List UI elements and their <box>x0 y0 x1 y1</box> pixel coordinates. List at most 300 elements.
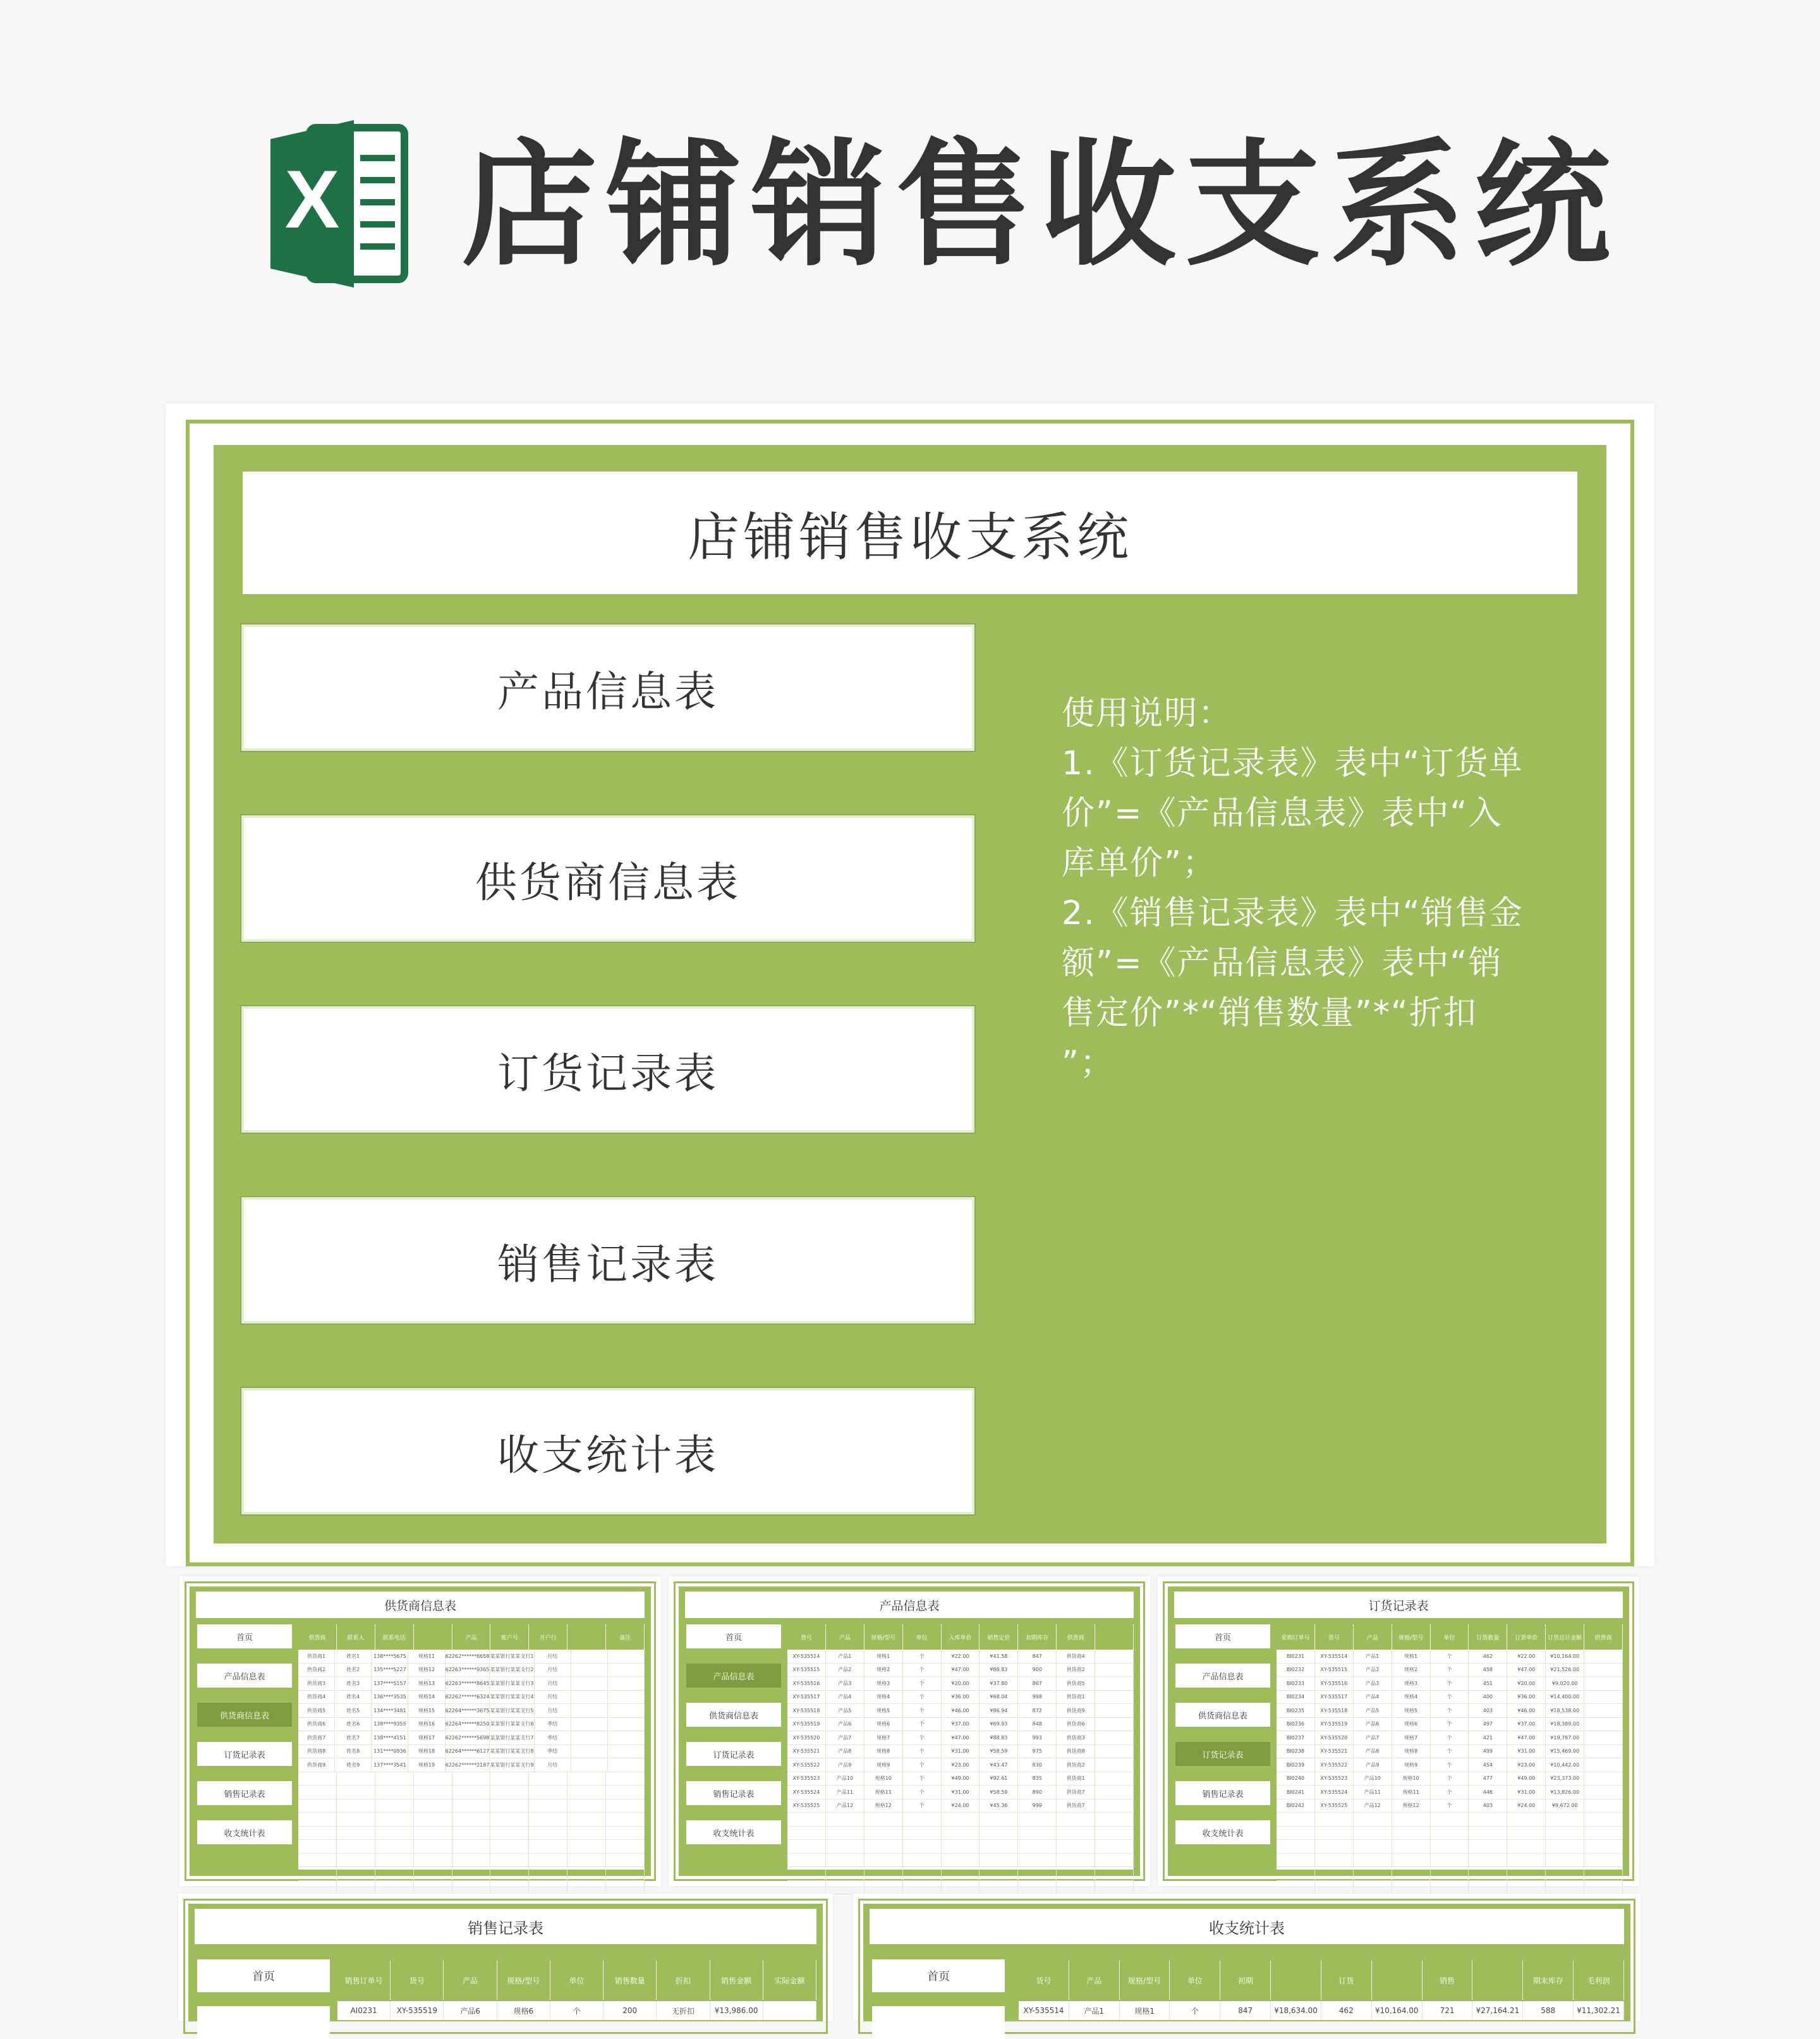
table-cell: ¥11,302.21 <box>1574 2001 1624 2020</box>
table-cell: ¥31.00 <box>942 1745 980 1758</box>
table-cell: 134****3481 <box>372 1704 408 1717</box>
table-cell: 规格12 <box>408 1664 445 1677</box>
table-cell: 产品9 <box>826 1758 864 1772</box>
table-cell <box>608 1718 645 1731</box>
table-cell: 规格6 <box>497 2001 550 2020</box>
table-cell: ¥23,373.00 <box>1546 1772 1584 1786</box>
header-cell: 期末库存 <box>1523 1961 1574 2000</box>
header-cell: 规格/型号 <box>864 1624 903 1650</box>
table-cell: ¥9,020.00 <box>1546 1677 1584 1690</box>
table-cell: 供货商7 <box>1057 1799 1095 1813</box>
table-cell <box>980 1813 1018 1826</box>
table-cell <box>903 1840 942 1853</box>
table-cell: XY-535517 <box>1315 1691 1354 1704</box>
table-cell <box>864 1840 903 1853</box>
table-cell: 规格7 <box>1392 1731 1431 1744</box>
table-cell <box>414 1867 452 1880</box>
table-row <box>787 1799 1134 1813</box>
table-cell: 产品3 <box>826 1677 864 1690</box>
table-cell <box>1095 1854 1134 1867</box>
thumb-title: 订货记录表 <box>1174 1592 1623 1618</box>
table-cell: 姓名6 <box>335 1718 372 1731</box>
table-cell: 产品8 <box>826 1745 864 1758</box>
thumbnail-supplier-sheet <box>179 1576 661 1886</box>
table-cell <box>826 1881 864 1894</box>
table-row <box>787 1772 1134 1786</box>
table-cell: 姓名9 <box>335 1758 372 1772</box>
nav-product-info-button[interactable]: 产品信息表 <box>241 624 974 751</box>
thumb-nav-item-active[interactable]: 产品信息表 <box>686 1664 781 1688</box>
table-cell: 供货商9 <box>1057 1704 1095 1717</box>
table-cell: 供货商6 <box>1057 1718 1095 1731</box>
table-cell <box>1431 1881 1469 1894</box>
table-cell <box>1431 1867 1469 1880</box>
table-cell <box>529 1854 567 1867</box>
table-cell: 975 <box>1018 1745 1057 1758</box>
table-cell <box>1546 1867 1584 1880</box>
thumb-nav-item[interactable]: 收支统计表 <box>197 1820 292 1844</box>
table-cell <box>1546 1840 1584 1853</box>
thumb-nav-item[interactable]: 销售记录表 <box>686 1781 781 1805</box>
header-cell: 订货数量 <box>1469 1624 1507 1650</box>
table-cell: 个 <box>1431 1786 1469 1799</box>
table-cell: XY-535518 <box>1315 1704 1354 1717</box>
table-cell <box>1018 1881 1057 1894</box>
table-cell: 产品4 <box>826 1691 864 1704</box>
thumb-nav-item[interactable]: 订货记录表 <box>197 1742 292 1766</box>
header-cell: 备注 <box>606 1624 645 1650</box>
table-row <box>298 1758 645 1772</box>
table-cell: 62263******9365 <box>446 1664 490 1677</box>
table-cell <box>375 1786 414 1799</box>
table-cell <box>1018 1813 1057 1826</box>
thumbnail-stats-sheet <box>853 1894 1641 2021</box>
table-cell: 个 <box>1431 1758 1469 1772</box>
table-cell: 个 <box>903 1704 942 1717</box>
instruction-line: 售定价”*“销售数量”*“折扣 <box>1062 994 1477 1032</box>
table-cell <box>1469 1867 1507 1880</box>
header-cell: 联系电话 <box>375 1624 414 1650</box>
thumb-nav-item[interactable]: 销售记录表 <box>1175 1781 1270 1805</box>
table-cell: 个 <box>1431 1799 1469 1813</box>
table-cell: 规格6 <box>864 1718 903 1731</box>
table-cell <box>606 1813 645 1826</box>
table-cell: 个 <box>1431 1677 1469 1690</box>
table-row <box>1277 1854 1623 1868</box>
table-cell: 产品4 <box>1354 1691 1392 1704</box>
table-cell: XY-535516 <box>1315 1677 1354 1690</box>
table-cell: 200 <box>604 2001 657 2020</box>
table-cell <box>1315 1854 1354 1867</box>
instruction-line: 1.《订货记录表》表中“订货单 <box>1062 745 1524 782</box>
table-row <box>1277 1691 1623 1705</box>
table-cell <box>1018 1867 1057 1880</box>
table-cell <box>1095 1718 1134 1731</box>
table-row <box>298 1677 645 1691</box>
table-cell <box>414 1813 452 1826</box>
thumb-nav-item[interactable]: 首页 <box>872 1959 1005 1992</box>
thumb-nav-item[interactable]: 订货记录表 <box>686 1742 781 1766</box>
table-cell: 姓名8 <box>335 1745 372 1758</box>
thumb-nav-item[interactable]: 产品信息表 <box>197 1664 292 1688</box>
table-cell: 规格14 <box>408 1691 445 1704</box>
table-cell <box>942 1881 980 1894</box>
thumb-nav-item[interactable]: 供货商信息表 <box>686 1703 781 1727</box>
table-cell: ¥24.00 <box>942 1799 980 1813</box>
header-cell: 联系人 <box>337 1624 375 1650</box>
table-cell: 890 <box>1018 1786 1057 1799</box>
table-cell <box>1507 1854 1546 1867</box>
nav-supplier-info-button[interactable]: 供货商信息表 <box>241 815 974 942</box>
table-cell <box>490 1772 529 1786</box>
table-cell <box>1584 1704 1623 1717</box>
table-cell: 姓名2 <box>335 1664 372 1677</box>
table-cell: 400 <box>1469 1691 1507 1704</box>
table-cell <box>298 1799 337 1813</box>
table-cell <box>1507 1827 1546 1840</box>
table-cell <box>567 1881 606 1894</box>
table-cell <box>1095 1772 1134 1786</box>
thumb-nav-item[interactable] <box>872 2006 1005 2039</box>
table-cell <box>1584 1731 1623 1744</box>
table-cell: XY-535515 <box>787 1664 826 1677</box>
table-cell <box>1095 1650 1134 1663</box>
table-cell: 个 <box>1431 1664 1469 1677</box>
table-cell: 某某银行某某支行8 <box>490 1745 534 1758</box>
table-cell: XY-535519 <box>787 1718 826 1731</box>
table-cell <box>337 1827 375 1840</box>
table-cell: 规格18 <box>408 1745 445 1758</box>
table-cell <box>414 1854 452 1867</box>
table-cell <box>942 1827 980 1840</box>
table-cell <box>414 1840 452 1853</box>
table-cell: 规格4 <box>864 1691 903 1704</box>
table-cell <box>529 1813 567 1826</box>
table-cell <box>1277 1813 1315 1826</box>
table-cell <box>490 1799 529 1813</box>
table-cell: 421 <box>1469 1731 1507 1744</box>
table-cell <box>571 1650 608 1663</box>
table-cell <box>452 1854 491 1867</box>
table-cell: BI0238 <box>1277 1745 1315 1758</box>
table-cell <box>1469 1840 1507 1853</box>
thumb-nav-item[interactable]: 首页 <box>197 1624 292 1648</box>
table-cell <box>1584 1718 1623 1731</box>
table-cell: 产品11 <box>1354 1786 1392 1799</box>
thumb-nav-item[interactable]: 首页 <box>686 1624 781 1648</box>
table-cell <box>608 1745 645 1758</box>
header-cell: 产品 <box>826 1624 864 1650</box>
table-cell: 某某银行某某支行2 <box>490 1664 534 1677</box>
table-cell: 个 <box>1431 1745 1469 1758</box>
table-cell <box>337 1854 375 1867</box>
table-cell <box>826 1813 864 1826</box>
table-cell <box>903 1867 942 1880</box>
table-cell: 规格9 <box>864 1758 903 1772</box>
thumb-nav-item[interactable]: 收支统计表 <box>686 1820 781 1844</box>
table-cell <box>1584 1813 1623 1826</box>
table-cell: ¥46.00 <box>1507 1704 1546 1717</box>
table-cell: ¥31.00 <box>1507 1786 1546 1799</box>
table-cell: ¥88.83 <box>980 1731 1018 1744</box>
table-cell <box>1469 1813 1507 1826</box>
nav-sales-record-button[interactable]: 销售记录表 <box>241 1197 974 1324</box>
table-cell: ¥20.00 <box>1507 1677 1546 1690</box>
table-cell: 供货商1 <box>1057 1772 1095 1786</box>
table-cell <box>567 1854 606 1867</box>
table-cell: 姓名4 <box>335 1691 372 1704</box>
table-cell: ¥46.00 <box>942 1704 980 1717</box>
table-cell <box>1431 1854 1469 1867</box>
table-cell: 姓名1 <box>335 1650 372 1663</box>
table-cell <box>826 1840 864 1853</box>
table-cell: 451 <box>1469 1677 1507 1690</box>
header-cell: 实际金额 <box>763 1961 816 2000</box>
header-cell: 货号 <box>391 1961 444 2000</box>
table-cell <box>1546 1854 1584 1867</box>
table-cell <box>529 1867 567 1880</box>
table-cell: ¥41.58 <box>980 1650 1018 1663</box>
nav-income-stats-button[interactable]: 收支统计表 <box>241 1388 974 1514</box>
table-cell <box>1095 1677 1134 1690</box>
instruction-line: 使用说明： <box>1062 695 1233 733</box>
table-cell: 138****5675 <box>372 1650 408 1663</box>
table-cell: 月结 <box>535 1691 571 1704</box>
table-cell: 个 <box>1431 1718 1469 1731</box>
table-cell <box>452 1881 491 1894</box>
table-cell: XY-535524 <box>787 1786 826 1799</box>
instruction-line: 价”=《产品信息表》表中“入 <box>1062 794 1503 832</box>
table-cell: 产品2 <box>826 1664 864 1677</box>
table-cell: 规格1 <box>1120 2001 1170 2020</box>
table-cell <box>1277 1827 1315 1840</box>
header-cell: 销售订单号 <box>337 1961 391 2000</box>
table-row <box>787 1704 1134 1718</box>
table-row <box>298 1786 645 1799</box>
thumb-table-row <box>1019 2001 1624 2020</box>
thumb-nav-item[interactable] <box>197 2006 330 2039</box>
table-cell <box>608 1691 645 1704</box>
table-cell: 供货商3 <box>298 1677 335 1690</box>
table-cell <box>1584 1854 1623 1867</box>
table-cell: 62262******6324 <box>446 1691 490 1704</box>
table-cell <box>864 1854 903 1867</box>
table-cell <box>567 1799 606 1813</box>
table-cell: BI0236 <box>1277 1718 1315 1731</box>
table-cell: 规格8 <box>864 1745 903 1758</box>
header-cell: 销售金额 <box>710 1961 763 2000</box>
table-cell: 721 <box>1423 2001 1473 2020</box>
table-cell: BI0233 <box>1277 1677 1315 1690</box>
table-cell <box>571 1758 608 1772</box>
table-cell <box>606 1786 645 1799</box>
header-cell: 折扣 <box>657 1961 710 2000</box>
thumb-nav-item[interactable]: 销售记录表 <box>197 1781 292 1805</box>
thumbnail-sales-sheet <box>178 1894 833 2021</box>
table-cell: 供货商3 <box>1057 1731 1095 1744</box>
table-cell <box>1095 1664 1134 1677</box>
table-row <box>787 1745 1134 1759</box>
table-cell <box>606 1854 645 1867</box>
table-cell: 62262******2187 <box>446 1758 490 1772</box>
table-cell: ¥22.00 <box>942 1650 980 1663</box>
table-cell: 月结 <box>535 1664 571 1677</box>
table-cell: 供货商8 <box>298 1745 335 1758</box>
table-row <box>787 1867 1134 1881</box>
table-cell: 供货商5 <box>1057 1677 1095 1690</box>
table-cell <box>298 1881 337 1894</box>
table-cell <box>452 1867 491 1880</box>
table-cell: 403 <box>1469 1799 1507 1813</box>
table-row <box>298 1731 645 1745</box>
thumb-nav-item[interactable]: 供货商信息表 <box>1175 1703 1270 1727</box>
table-cell <box>1584 1745 1623 1758</box>
table-row <box>1277 1799 1623 1813</box>
table-cell: XY-535519 <box>1315 1718 1354 1731</box>
table-cell: ¥37.00 <box>942 1718 980 1731</box>
table-cell: 供货商6 <box>298 1718 335 1731</box>
table-cell: BI0237 <box>1277 1731 1315 1744</box>
table-cell: 个 <box>903 1731 942 1744</box>
table-cell: 季结 <box>535 1731 571 1744</box>
instruction-line: 2.《销售记录表》表中“销售金 <box>1062 894 1524 932</box>
table-cell: 138****9355 <box>372 1718 408 1731</box>
table-cell: XY-535519 <box>391 2001 444 2020</box>
table-cell <box>1507 1867 1546 1880</box>
instruction-line: 额”=《产品信息表》表中“销 <box>1062 944 1503 982</box>
table-cell <box>1546 1881 1584 1894</box>
table-cell: 产品1 <box>1069 2001 1120 2020</box>
table-cell: 规格11 <box>864 1786 903 1799</box>
table-cell: 产品6 <box>1354 1718 1392 1731</box>
table-cell <box>529 1840 567 1853</box>
table-row <box>787 1677 1134 1691</box>
table-cell: 个 <box>903 1745 942 1758</box>
table-cell: XY-535524 <box>1315 1786 1354 1799</box>
table-cell: BI0241 <box>1277 1786 1315 1799</box>
table-cell <box>1018 1827 1057 1840</box>
thumb-nav-item[interactable]: 产品信息表 <box>1175 1664 1270 1688</box>
table-row <box>1277 1813 1623 1827</box>
table-cell: XY-535521 <box>1315 1745 1354 1758</box>
table-cell <box>1095 1704 1134 1717</box>
header-cell <box>414 1624 452 1650</box>
table-cell: ¥47.00 <box>942 1731 980 1744</box>
table-row <box>787 1758 1134 1772</box>
table-cell: 个 <box>1431 1691 1469 1704</box>
table-cell <box>337 1813 375 1826</box>
thumb-table <box>298 1624 645 1870</box>
table-cell: 872 <box>1018 1704 1057 1717</box>
header-cell: 规格/型号 <box>1120 1961 1170 2000</box>
table-cell <box>452 1772 491 1786</box>
table-cell: ¥47.00 <box>1507 1664 1546 1677</box>
table-cell <box>375 1799 414 1813</box>
table-cell: 姓名7 <box>335 1731 372 1744</box>
thumb-nav-item-active[interactable]: 订货记录表 <box>1175 1742 1270 1766</box>
thumb-nav-item[interactable]: 首页 <box>1175 1624 1270 1648</box>
table-cell: 个 <box>903 1664 942 1677</box>
table-cell <box>375 1813 414 1826</box>
table-cell: XY-535514 <box>1315 1650 1354 1663</box>
table-cell <box>1469 1827 1507 1840</box>
table-cell: 产品7 <box>1354 1731 1392 1744</box>
table-cell: 某某银行某某支行7 <box>490 1731 534 1744</box>
table-cell: XY-535520 <box>787 1731 826 1744</box>
table-cell <box>1095 1758 1134 1772</box>
table-cell: 138****4151 <box>372 1731 408 1744</box>
instruction-line: ”； <box>1062 1044 1114 1082</box>
table-cell: 62264******8250 <box>446 1718 490 1731</box>
table-cell <box>1354 1840 1392 1853</box>
table-cell: 供货商1 <box>1057 1691 1095 1704</box>
table-row <box>298 1704 645 1718</box>
thumb-nav-item-active[interactable]: 供货商信息表 <box>197 1703 292 1727</box>
thumb-nav-item[interactable]: 收支统计表 <box>1175 1820 1270 1844</box>
table-cell <box>1057 1867 1095 1880</box>
table-cell <box>452 1799 491 1813</box>
table-cell: 135****5227 <box>372 1664 408 1677</box>
table-cell <box>1057 1840 1095 1853</box>
header-cell: 供货商 <box>1584 1624 1623 1650</box>
table-cell: 个 <box>1431 1704 1469 1717</box>
table-cell: 规格13 <box>408 1677 445 1690</box>
table-cell <box>608 1704 645 1717</box>
table-cell: XY-535516 <box>787 1677 826 1690</box>
table-cell <box>1584 1786 1623 1799</box>
nav-order-record-button[interactable]: 订货记录表 <box>241 1006 974 1133</box>
thumb-table <box>1277 1624 1623 1870</box>
table-cell: ¥36.00 <box>942 1691 980 1704</box>
table-cell: 446 <box>1469 1786 1507 1799</box>
table-cell: 830 <box>1018 1758 1057 1772</box>
table-cell <box>763 2001 816 2020</box>
header-cell: 产品 <box>444 1961 497 2000</box>
table-cell: 某某银行某某支行6 <box>490 1718 534 1731</box>
table-cell <box>980 1867 1018 1880</box>
header-cell: 毛利润 <box>1574 1961 1624 2000</box>
table-cell <box>1431 1827 1469 1840</box>
system-title: 店铺销售收支系统 <box>243 472 1577 594</box>
table-cell <box>1057 1813 1095 1826</box>
table-cell <box>337 1786 375 1799</box>
table-row <box>1277 1758 1623 1772</box>
table-cell: 998 <box>1018 1691 1057 1704</box>
table-cell: XY-535515 <box>1315 1664 1354 1677</box>
table-cell <box>1354 1813 1392 1826</box>
table-cell: XY-535525 <box>1315 1799 1354 1813</box>
table-cell: 某某银行某某支行4 <box>490 1691 534 1704</box>
table-cell: 季结 <box>535 1745 571 1758</box>
header-cell: 单位 <box>1431 1624 1469 1650</box>
table-cell: 规格9 <box>1392 1758 1431 1772</box>
table-cell: 规格10 <box>1392 1772 1431 1786</box>
table-cell <box>1095 1867 1134 1880</box>
table-cell: 规格12 <box>1392 1799 1431 1813</box>
table-cell: 499 <box>1469 1745 1507 1758</box>
table-cell: 供货商2 <box>1057 1664 1095 1677</box>
table-cell: XY-535518 <box>787 1704 826 1717</box>
thumb-nav-item[interactable]: 首页 <box>197 1959 330 1992</box>
table-cell: BI0234 <box>1277 1691 1315 1704</box>
table-cell: 产品10 <box>1354 1772 1392 1786</box>
table-cell: 835 <box>1018 1772 1057 1786</box>
table-cell <box>1095 1881 1134 1894</box>
table-cell: 供货商5 <box>298 1704 335 1717</box>
table-cell <box>787 1813 826 1826</box>
table-cell <box>337 1867 375 1880</box>
table-cell <box>490 1786 529 1799</box>
